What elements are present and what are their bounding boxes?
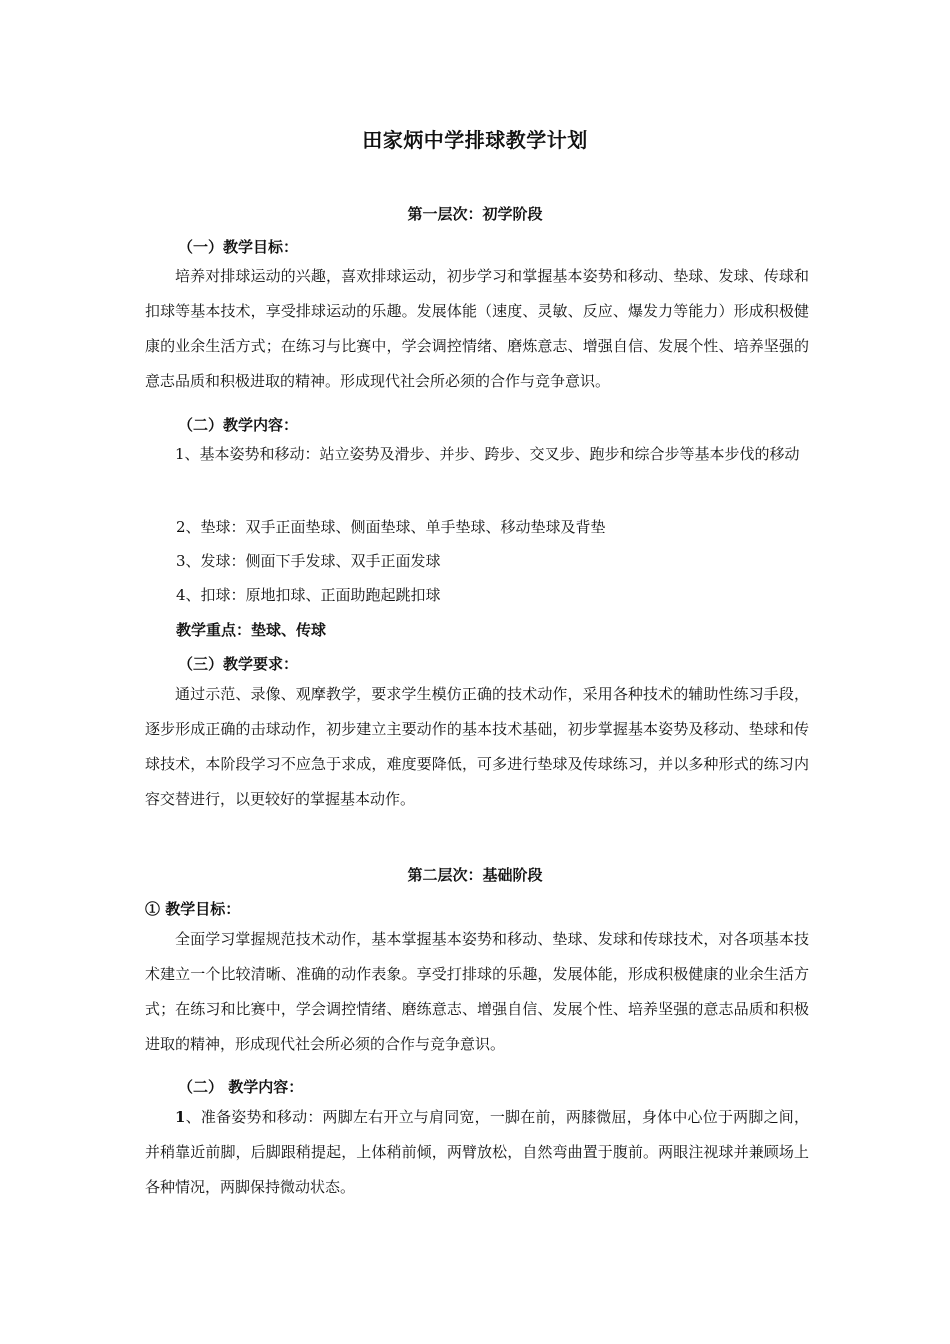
level2-goals-text: 全面学习掌握规范技术动作，基本掌握基本姿势和移动、垫球、发球和传球技术，对各项基本技术建立一个比较清晰、准确的动作表象。享受打排球的乐趣，发展体能，形成积极健康的业余生活方式；在练习和比赛中，学会调控情绪、磨练意志、增强自信、发展个性、培养坚强的意志品质和积极进取的精神，形成现代社会所必须的合作与竞争意识。 (145, 930, 809, 1053)
level1-content-heading: （二）教学内容： (178, 416, 299, 434)
level1-content-item-4: 4、扣球：原地扣球、正面助跑起跳扣球 (176, 586, 441, 604)
level1-goals-text: 培养对排球运动的兴趣，喜欢排球运动，初步学习和掌握基本姿势和移动、垫球、发球、传球和扣球等基本技术，享受排球运动的乐趣。发展体能（速度、灵敏、反应、爆发力等能力）形成积极健康的业余生活方式；在练习与比赛中，学会调控情绪、磨炼意志、增强自信、发展个性、培养坚强的意志品质和积极进取的精神。形成现代社会所必须的合作与竞争意识。 (145, 267, 809, 390)
level1-goals-heading: （一）教学目标： (178, 238, 299, 256)
level2-item1-number: 1 (175, 1108, 186, 1126)
level2-item1-text: 、准备姿势和移动：两脚左右开立与肩同宽，一脚在前，两膝微屈，身体中心位于两脚之间，并稍靠近前脚，后脚跟稍提起，上体稍前倾，两臂放松，自然弯曲置于腹前。两眼注视球并兼顾场上各种情况，两脚保持微动状态。 (145, 1108, 809, 1196)
level1-content-item-3: 3、发球：侧面下手发球、双手正面发球 (176, 552, 441, 570)
level2-goals-heading: ① 教学目标： (145, 900, 241, 918)
level2-content-item-1 (145, 1100, 809, 1205)
level1-heading: 第一层次：初学阶段 (407, 205, 543, 223)
level1-requirements-heading: （三）教学要求： (178, 655, 299, 673)
level1-key-points: 教学重点：垫球、传球 (176, 621, 327, 639)
level1-content-item-1: 1、基本姿势和移动：站立姿势及滑步、并步、跨步、交叉步、跑步和综合步等基本步伐的移动 (175, 445, 800, 463)
level2-heading: 第二层次：基础阶段 (407, 866, 543, 884)
document-title: 田家炳中学排球教学计划 (362, 128, 588, 152)
level2-content-heading: （二） 教学内容： (178, 1078, 304, 1096)
level1-requirements-text: 通过示范、录像、观摩教学，要求学生模仿正确的技术动作，采用各种技术的辅助性练习手段，逐步形成正确的击球动作，初步建立主要动作的基本技术基础，初步掌握基本姿势及移动、垫球和传球技术，本阶段学习不应急于求成，难度要降低，可多进行垫球及传球练习，并以多种形式的练习内容交替进行，以更较好的掌握基本动作。 (145, 685, 809, 808)
level1-content-item-2: 2、垫球：双手正面垫球、侧面垫球、单手垫球、移动垫球及背垫 (176, 518, 606, 536)
